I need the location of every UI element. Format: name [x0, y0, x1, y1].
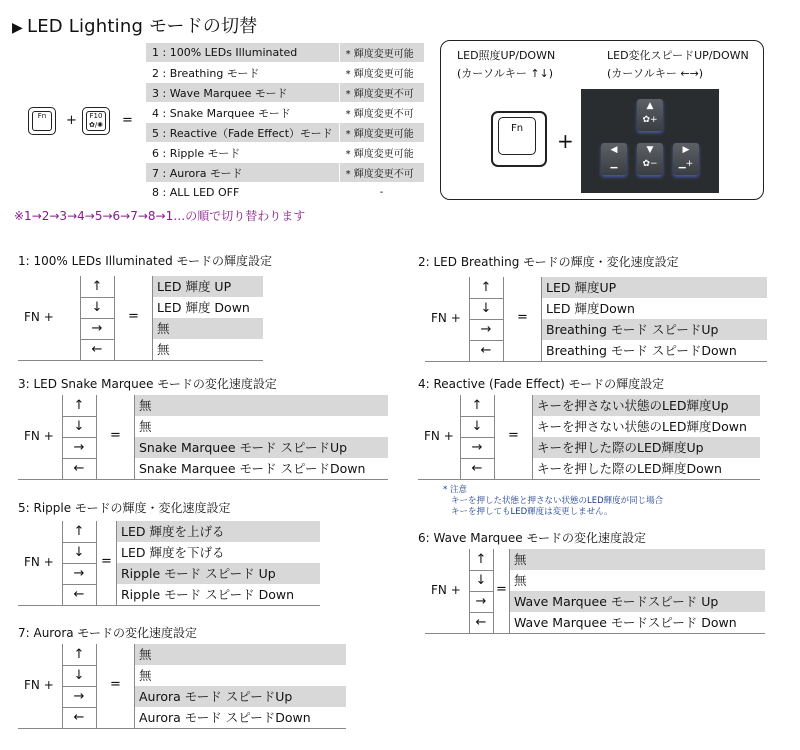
- setting-value: Breathing モード スピードDown: [546, 343, 737, 358]
- setting-value: Aurora モード スピードUp: [134, 686, 346, 707]
- mode-sequence-text: ※1→2→3→4→5→6→7→8→1…の順で切り替わります: [14, 209, 306, 223]
- arrow-key-icon: ←: [471, 461, 483, 476]
- mode-brightness-note: * 輝度変更可能: [339, 143, 424, 163]
- setting-value: 無: [152, 318, 263, 339]
- column-divider: [503, 277, 504, 361]
- table-bottom-line: [18, 360, 263, 361]
- table-bottom-line: [425, 361, 767, 362]
- row-divider: [469, 612, 493, 613]
- section-title: 6: Wave Marquee モードの変化速度設定: [418, 531, 646, 545]
- column-divider: [469, 277, 470, 361]
- mode-brightness-note: * 輝度変更不可: [339, 163, 424, 183]
- page-title: [12, 12, 258, 38]
- row-divider: [469, 298, 503, 299]
- row-divider: [62, 437, 96, 438]
- row-divider: [62, 542, 96, 543]
- row-divider: [62, 665, 96, 666]
- column-divider: [116, 521, 117, 605]
- fn-key-icon: [28, 107, 56, 135]
- arrow-key-icon: →: [73, 566, 85, 581]
- note-line-2: キーを押してもLED輝度は変更しません。: [451, 507, 613, 517]
- setting-value: Snake Marquee モード スピードUp: [134, 437, 388, 458]
- column-divider: [469, 549, 470, 633]
- table-bottom-line: [18, 605, 320, 606]
- column-divider: [494, 395, 495, 479]
- column-divider: [532, 395, 533, 479]
- arrow-key-icon: →: [73, 440, 85, 455]
- row-divider: [80, 318, 114, 319]
- equals-sign: =: [122, 113, 133, 128]
- mode-name: 4 : Snake Marquee モード: [146, 103, 339, 123]
- row-divider: [62, 458, 96, 459]
- note-line-1: キーを押した状態と押さない状態のLED輝度が同じ場合: [451, 496, 664, 506]
- arrow-key-icon: ↓: [73, 419, 85, 434]
- column-divider: [152, 276, 153, 360]
- column-divider: [134, 644, 135, 728]
- caution-note: [443, 485, 663, 518]
- column-divider: [96, 521, 97, 605]
- mode-name: 2 : Breathing モード: [146, 63, 339, 83]
- equals-sign: =: [110, 428, 121, 443]
- fn-key-label: Fn: [32, 111, 52, 131]
- row-divider: [62, 563, 96, 564]
- mode-row: [146, 163, 424, 183]
- row-divider: [460, 437, 494, 438]
- arrow-key-icon: ↑: [91, 279, 103, 294]
- column-divider: [114, 276, 115, 360]
- settings-table-s1: [18, 276, 263, 360]
- settings-table-s5: [18, 521, 320, 605]
- equals-sign: =: [508, 428, 519, 443]
- note-heading: * 注意: [443, 485, 467, 495]
- row-divider: [469, 591, 493, 592]
- column-divider: [460, 395, 461, 479]
- setting-value: キーを押した際のLED輝度Up: [532, 437, 760, 458]
- table-bottom-line: [425, 633, 765, 634]
- column-divider: [493, 549, 494, 633]
- setting-value: LED 輝度を下げる: [121, 545, 225, 560]
- setting-value: 無: [139, 668, 152, 683]
- arrow-key-icon: ↑: [480, 280, 492, 295]
- brightness-label: LED照度UP/DOWN: [457, 49, 556, 62]
- setting-value: 無: [134, 644, 346, 665]
- mode-brightness-note: -: [339, 183, 424, 203]
- fn-key-large-label: Fn: [498, 117, 536, 155]
- setting-value: Ripple モード スピード Down: [121, 587, 295, 602]
- fn-label: FN +: [24, 678, 54, 692]
- fn-label: FN +: [24, 310, 54, 324]
- table-bottom-line: [18, 728, 346, 729]
- arrow-up-key-icon: ▲ ✿+: [637, 99, 663, 131]
- settings-table-s7: [18, 644, 346, 728]
- arrow-key-icon: ↑: [475, 552, 487, 567]
- key-info-box: [440, 40, 764, 200]
- mode-row: [146, 143, 424, 163]
- settings-table-s6: [425, 549, 765, 633]
- row-divider: [469, 340, 503, 341]
- column-divider: [62, 521, 63, 605]
- mode-brightness-note: * 輝度変更可能: [339, 123, 424, 143]
- setting-value: 無: [134, 395, 388, 416]
- row-divider: [62, 686, 96, 687]
- arrow-key-icon: ↑: [73, 398, 85, 413]
- setting-value: Ripple モード スピード Up: [116, 563, 320, 584]
- setting-value: 無: [514, 573, 527, 588]
- setting-value: Aurora モード スピードDown: [139, 710, 311, 725]
- section-title: 7: Aurora モードの変化速度設定: [18, 626, 197, 640]
- arrow-down-key-icon: ▼ ✿−: [637, 143, 663, 175]
- section-title: 5: Ripple モードの輝度・変化速度設定: [18, 501, 231, 515]
- mode-row: [146, 123, 424, 143]
- settings-table-s2: [425, 277, 767, 361]
- mode-name: 6 : Ripple モード: [146, 143, 339, 163]
- setting-value: 無: [139, 419, 152, 434]
- row-divider: [80, 339, 114, 340]
- mode-name: 1 : 100% LEDs Illuminated: [146, 43, 339, 63]
- mode-row: [146, 183, 424, 203]
- setting-value: LED 輝度を上げる: [116, 521, 320, 542]
- fn-label: FN +: [24, 555, 54, 569]
- arrow-key-icon: ↓: [91, 300, 103, 315]
- row-divider: [80, 297, 114, 298]
- column-divider: [96, 395, 97, 479]
- column-divider: [80, 276, 81, 360]
- fn-key-large-icon: [491, 111, 547, 167]
- speed-sub: (カーソルキー ←→): [607, 67, 704, 80]
- table-bottom-line: [418, 479, 760, 480]
- arrow-key-icon: ↑: [73, 524, 85, 539]
- arrow-key-icon: ←: [73, 710, 85, 725]
- f10-key-label: F10: [89, 112, 103, 120]
- column-divider: [62, 395, 63, 479]
- setting-value: Snake Marquee モード スピードDown: [139, 461, 366, 476]
- equals-sign: =: [101, 554, 112, 569]
- section-title: 4: Reactive (Fade Effect) モードの輝度設定: [418, 377, 665, 391]
- setting-value: キーを押さない状態のLED輝度Up: [532, 395, 760, 416]
- column-divider: [62, 644, 63, 728]
- row-divider: [62, 416, 96, 417]
- arrow-key-icon: ←: [480, 343, 492, 358]
- settings-table-s4: [418, 395, 760, 479]
- mode-row: [146, 103, 424, 123]
- fn-label: FN +: [431, 583, 461, 597]
- column-divider: [509, 549, 510, 633]
- arrow-key-icon: ↑: [73, 647, 85, 662]
- f10-key-icon: [82, 107, 110, 135]
- setting-value: LED 輝度Down: [546, 301, 635, 316]
- arrow-key-icon: ↓: [471, 419, 483, 434]
- mode-brightness-note: * 輝度変更不可: [339, 103, 424, 123]
- arrow-key-icon: →: [471, 440, 483, 455]
- mode-row: [146, 83, 424, 103]
- brightness-sub: (カーソルキー ↑↓): [457, 67, 554, 80]
- arrow-right-key-icon: ▶ ▁+: [673, 143, 699, 175]
- led-icon: ✿/✺: [88, 121, 104, 129]
- mode-row: [146, 63, 424, 83]
- speed-label: LED変化スピードUP/DOWN: [607, 49, 749, 62]
- row-divider: [469, 319, 503, 320]
- setting-value: LED 輝度 UP: [152, 276, 263, 297]
- setting-value: 無: [509, 549, 765, 570]
- equals-sign: =: [110, 677, 121, 692]
- arrow-keys-photo: [581, 89, 719, 193]
- fn-label: FN +: [424, 429, 454, 443]
- row-divider: [469, 570, 493, 571]
- arrow-key-icon: ↓: [73, 668, 85, 683]
- page-title-text: LED Lighting モードの切替: [26, 16, 258, 37]
- section-title: 2: LED Breathing モードの輝度・変化速度設定: [418, 255, 679, 269]
- setting-value: LED 輝度UP: [541, 277, 767, 298]
- mode-brightness-note: * 輝度変更不可: [339, 83, 424, 103]
- mode-name: 8 : ALL LED OFF: [146, 183, 339, 203]
- equals-sign: =: [128, 309, 139, 324]
- arrow-key-icon: ↑: [471, 398, 483, 413]
- setting-value: 無: [157, 342, 170, 357]
- row-divider: [62, 584, 96, 585]
- setting-value: キーを押した際のLED輝度Down: [537, 461, 722, 476]
- arrow-key-icon: →: [475, 594, 487, 609]
- arrow-left-key-icon: ◀ ▁: [601, 143, 627, 175]
- arrow-key-icon: →: [73, 689, 85, 704]
- triangle-marker-icon: ▶: [12, 20, 23, 36]
- equals-sign: =: [517, 310, 528, 325]
- row-divider: [460, 458, 494, 459]
- section-title: 1: 100% LEDs Illuminated モードの輝度設定: [18, 254, 273, 268]
- mode-table: [146, 43, 424, 203]
- arrow-key-icon: ↓: [475, 573, 487, 588]
- plus-sign: +: [66, 113, 77, 128]
- mode-brightness-note: * 輝度変更可能: [339, 43, 424, 63]
- equals-sign: =: [496, 582, 507, 597]
- arrow-key-icon: ←: [73, 587, 85, 602]
- info-plus-sign: +: [557, 129, 574, 153]
- row-divider: [460, 416, 494, 417]
- table-bottom-line: [18, 479, 388, 480]
- arrow-key-icon: →: [480, 322, 492, 337]
- row-divider: [62, 707, 96, 708]
- setting-value: Wave Marquee モードスピード Down: [514, 615, 737, 630]
- setting-value: LED 輝度 Down: [157, 300, 250, 315]
- column-divider: [541, 277, 542, 361]
- section-title: 3: LED Snake Marquee モードの変化速度設定: [18, 377, 277, 391]
- arrow-key-icon: →: [91, 321, 103, 336]
- mode-row: [146, 43, 424, 63]
- mode-brightness-note: * 輝度変更可能: [339, 63, 424, 83]
- arrow-key-icon: ↓: [480, 301, 492, 316]
- column-divider: [96, 644, 97, 728]
- setting-value: キーを押さない状態のLED輝度Down: [537, 419, 747, 434]
- arrow-key-icon: ←: [73, 461, 85, 476]
- setting-value: Wave Marquee モードスピード Up: [509, 591, 765, 612]
- arrow-key-icon: ←: [475, 615, 487, 630]
- fn-label: FN +: [431, 311, 461, 325]
- mode-name: 5 : Reactive（Fade Effect）モード: [146, 123, 339, 143]
- arrow-key-icon: ↓: [73, 545, 85, 560]
- arrow-key-icon: ←: [91, 342, 103, 357]
- mode-name: 7 : Aurora モード: [146, 163, 339, 183]
- column-divider: [134, 395, 135, 479]
- settings-table-s3: [18, 395, 388, 479]
- setting-value: Breathing モード スピードUp: [541, 319, 767, 340]
- fn-label: FN +: [24, 429, 54, 443]
- mode-name: 3 : Wave Marquee モード: [146, 83, 339, 103]
